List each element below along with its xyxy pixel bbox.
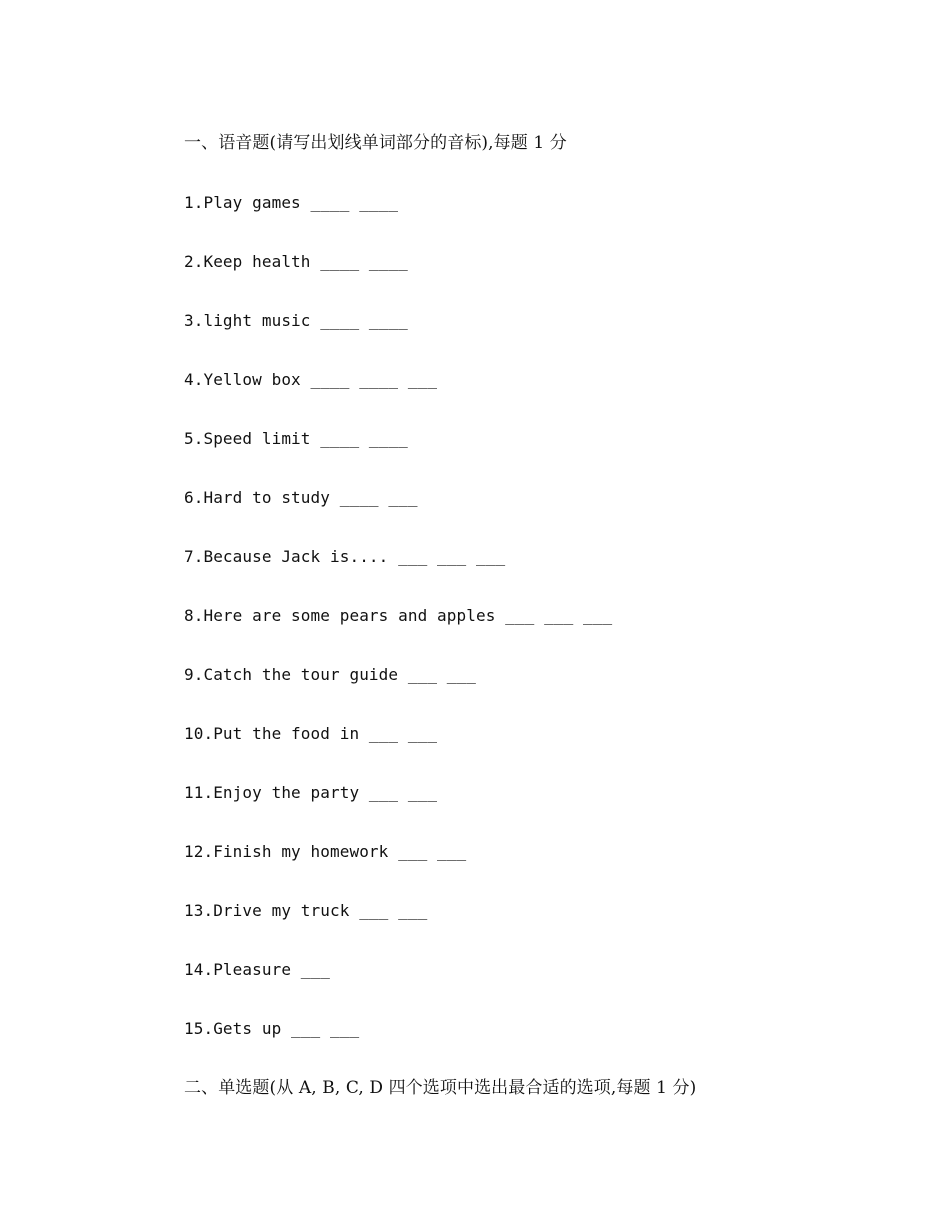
- question-item-10: 10.Put the food in ___ ___: [184, 724, 438, 743]
- section2-heading: 二、单选题(从 A, B, C, D 四个选项中选出最合适的选项,每题 1 分): [184, 1078, 697, 1098]
- question-item-15: 15.Gets up ___ ___: [184, 1019, 360, 1038]
- question-item-6: 6.Hard to study ____ ___: [184, 488, 418, 507]
- question-item-9: 9.Catch the tour guide ___ ___: [184, 665, 476, 684]
- question-item-1: 1.Play games ____ ____: [184, 193, 399, 212]
- question-item-11: 11.Enjoy the party ___ ___: [184, 783, 438, 802]
- question-item-3: 3.light music ____ ____: [184, 311, 408, 330]
- question-item-14: 14.Pleasure ___: [184, 960, 330, 979]
- question-item-5: 5.Speed limit ____ ____: [184, 429, 408, 448]
- question-item-2: 2.Keep health ____ ____: [184, 252, 408, 271]
- question-item-13: 13.Drive my truck ___ ___: [184, 901, 428, 920]
- question-item-12: 12.Finish my homework ___ ___: [184, 842, 467, 861]
- question-item-7: 7.Because Jack is.... ___ ___ ___: [184, 547, 506, 566]
- question-item-4: 4.Yellow box ____ ____ ___: [184, 370, 438, 389]
- question-item-8: 8.Here are some pears and apples ___ ___ ___: [184, 606, 613, 625]
- section1-heading: 一、语音题(请写出划线单词部分的音标),每题 1 分: [184, 133, 567, 153]
